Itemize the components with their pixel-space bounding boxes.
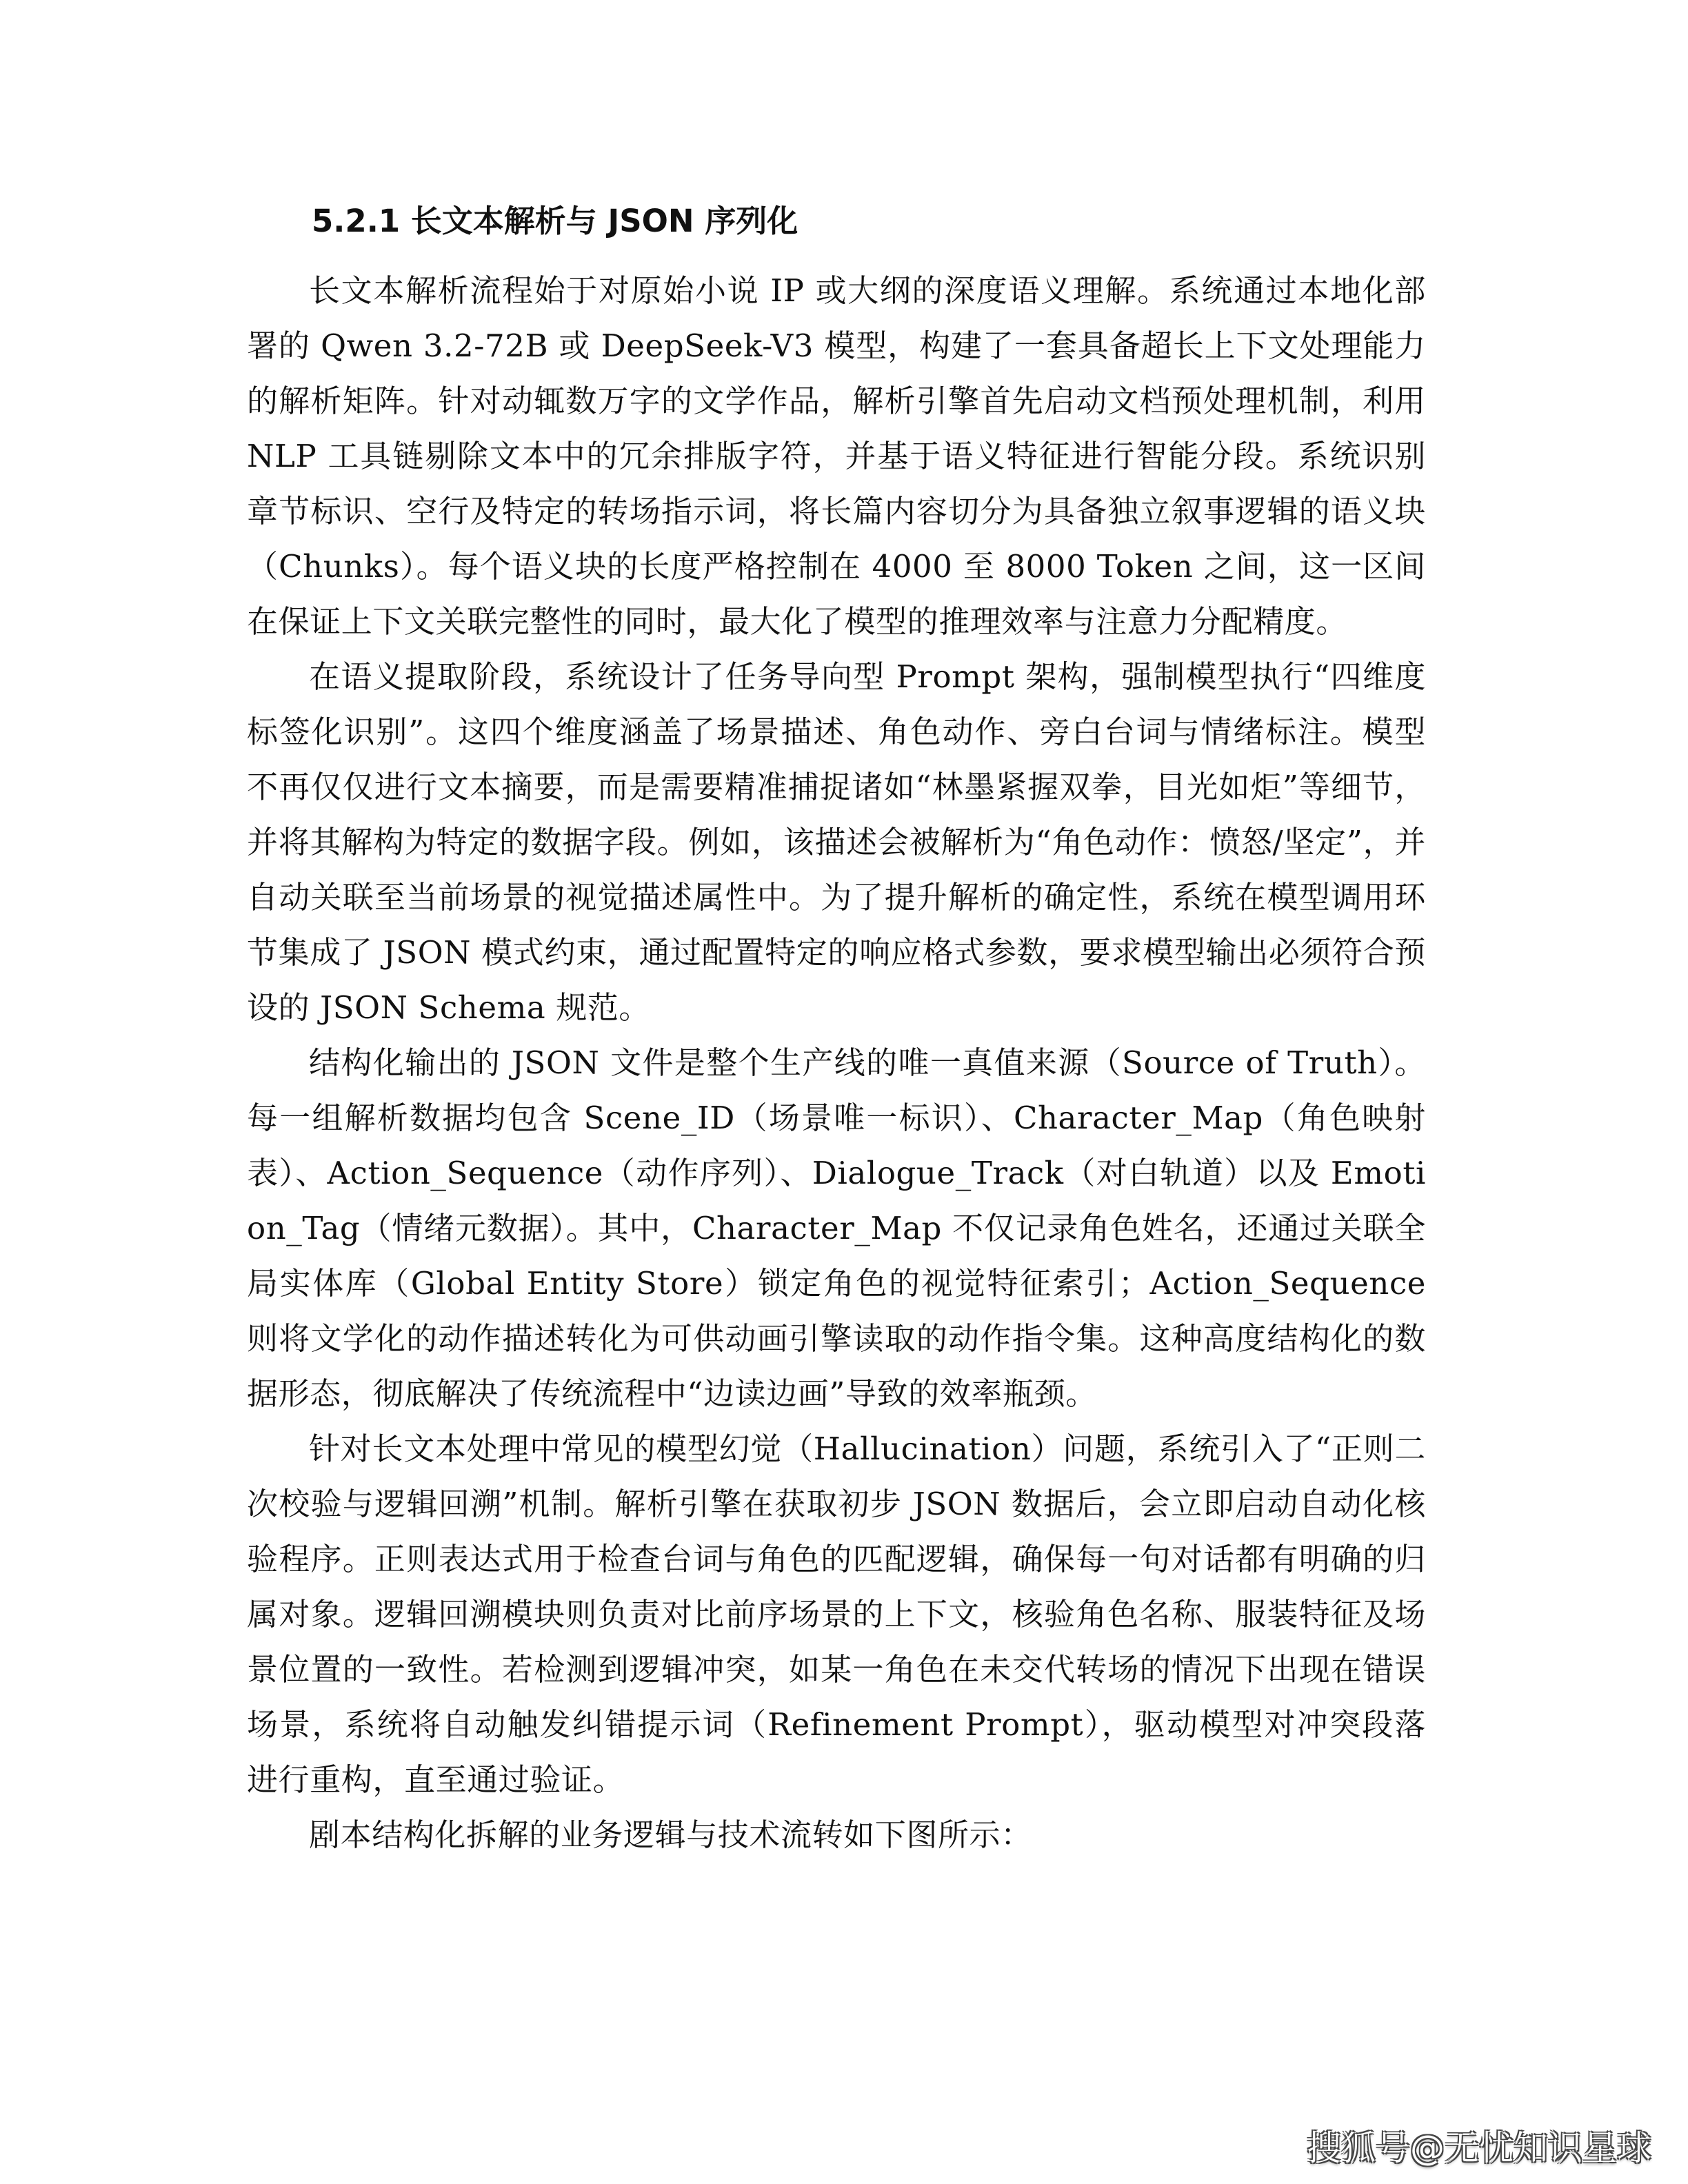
paragraph-semantic-extraction: 在语义提取阶段，系统设计了任务导向型 Prompt 架构，强制模型执行“四维度标签化识别”。这四个维度涵盖了场景描述、角色动作、旁白台词与情绪标注。模型不再仅仅进行文本摘要，而是需要精准捕捉诸如“林墨紧握双拳，目光如炬”等细节，并将其解构为特定的数据字段。例如，该描述会被解析为“角色动作：愤怒/坚定”，并自动关联至当前场景的视觉描述属性中。为了提升解析的确定性，系统在模型调用环节集成了 JSON 模式约束，通过配置特定的响应格式参数，要求模型输出必须符合预设的 JSON Schema 规范。 (247, 658, 1426, 1026)
paragraph-text-parsing: 长文本解析流程始于对原始小说 IP 或大纲的深度语义理解。系统通过本地化部署的 Qwen 3.2-72B 或 DeepSeek-V3 模型，构建了一套具备超长上下文处理能力的解析矩阵。针对动辄数万字的文学作品，解析引擎首先启动文档预处理机制，利用 NLP 工具链剔除文本中的冗余排版字符，并基于语义特征进行智能分段。系统识别章节标识、空行及特定的转场指示词，将长篇内容切分为具备独立叙事逻辑的语义块（Chunks）。每个语义块的长度严格控制在 4000 至 8000 Token 之间，这一区间在保证上下文关联完整性的同时，最大化了模型的推理效率与注意力分配精度。 (247, 272, 1426, 640)
paragraph-structured-output: 结构化输出的 JSON 文件是整个生产线的唯一真值来源（Source of Truth）。每一组解析数据均包含 Scene_ID（场景唯一标识）、Character_Map（角色映射表）、Action_Sequence（动作序列）、Dialogue_Track（对白轨道）以及 Emotion_Tag（情绪元数据）。其中，Character_Map 不仅记录角色姓名，还通过关联全局实体库（Global Entity Store）锁定角色的视觉特征索引；Action_Sequence 则将文学化的动作描述转化为可供动画引擎读取的动作指令集。这种高度结构化的数据形态，彻底解决了传统流程中“边读边画”导致的效率瓶颈。 (247, 1044, 1426, 1412)
paragraph-hallucination-check: 针对长文本处理中常见的模型幻觉（Hallucination）问题，系统引入了“正则二次校验与逻辑回溯”机制。解析引擎在获取初步 JSON 数据后，会立即启动自动化核验程序。正则表达式用于检查台词与角色的匹配逻辑，确保每一句对话都有明确的归属对象。逻辑回溯模块则负责对比前序场景的上下文，核验角色名称、服装特征及场景位置的一致性。若检测到逻辑冲突，如某一角色在未交代转场的情况下出现在错误场景，系统将自动触发纠错提示词（Refinement Prompt），驱动模型对冲突段落进行重构，直至通过验证。 (247, 1430, 1426, 1798)
paragraph-figure-intro: 剧本结构化拆解的业务逻辑与技术流转如下图所示： (309, 1817, 1032, 1853)
section-title: 5.2.1 长文本解析与 JSON 序列化 (312, 203, 798, 239)
watermark: 搜狐号@无忧知识星球 (1307, 2128, 1651, 2168)
body-text (247, 263, 1426, 1863)
